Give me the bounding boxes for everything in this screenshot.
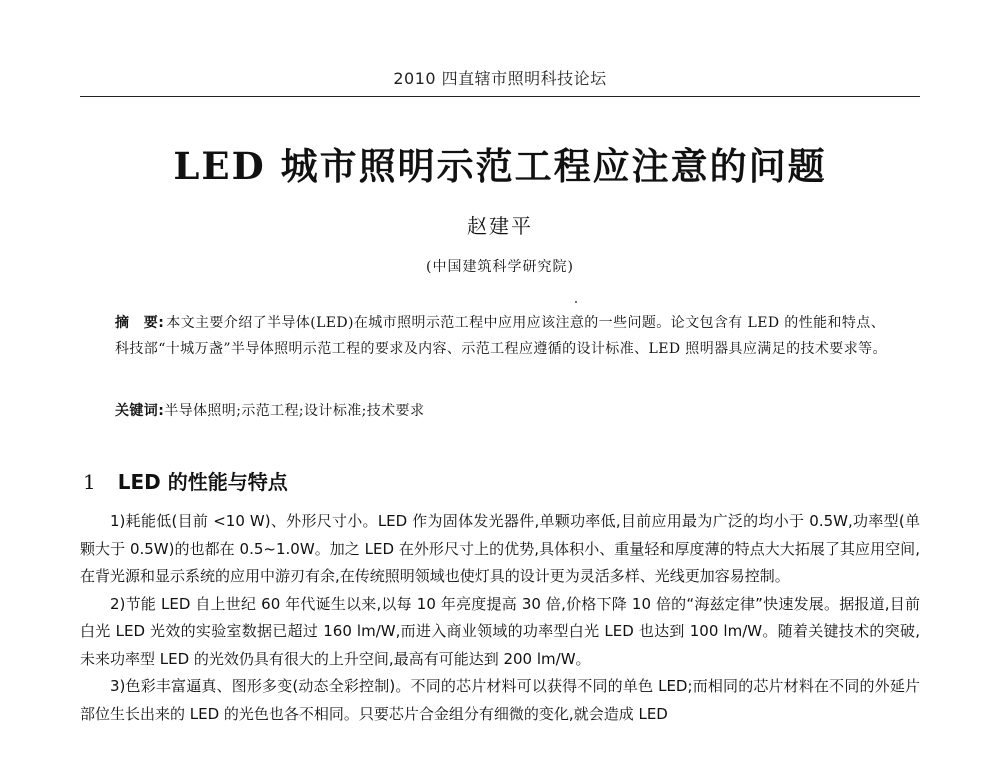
- abstract-text: 本文主要介绍了半导体(LED)在城市照明示范工程中应用应该注意的一些问题。论文包含有 LED 的性能和特点、科技部“十城万盏”半导体照明示范工程的要求及内容、示范工程应遵循的设计标准、LED 照明器具应满足的技术要求等。: [115, 315, 887, 357]
- abstract-label: 摘 要:: [115, 315, 165, 331]
- section-body: [80, 508, 920, 728]
- section-number: 1: [83, 470, 96, 494]
- keywords-label: 关键词:: [115, 403, 165, 419]
- keywords-text: 半导体照明;示范工程;设计标准;技术要求: [164, 403, 425, 419]
- section-heading: [83, 466, 288, 495]
- paragraph: 3)色彩丰富逼真、图形多变(动态全彩控制)。不同的芯片材料可以获得不同的单色 LED;而相同的芯片材料在不同的外延片部位生长出来的 LED 的光色也各不相同。只要芯片合金组分有细微的变化,就会造成 LED: [80, 677, 920, 723]
- stray-mark: [575, 301, 577, 303]
- author-affiliation: (中国建筑科学研究院): [426, 259, 574, 275]
- paragraph: 2)节能 LED 自上世纪 60 年代诞生以来,以每 10 年亮度提高 30 倍,价格下降 10 倍的“海兹定律”快速发展。据报道,目前白光 LED 光效的实验室数据已超过 160 lm/W,而进入商业领域的功率型白光 LED 也达到 100 lm/W。随着关键技术的突破,未来功率型 LED 的光效仍具有很大的上升空间,最高有可能达到 200 lm/W。: [80, 594, 920, 668]
- author-name: 赵建平: [467, 214, 533, 238]
- header-rule: [80, 96, 920, 97]
- paper-title: LED 城市照明示范工程应注意的问题: [173, 144, 827, 188]
- running-header: 2010 四直辖市照明科技论坛: [393, 69, 607, 88]
- abstract: [115, 310, 890, 362]
- paragraph: 1)耗能低(目前 <10 W)、外形尺寸小。LED 作为固体发光器件,单颗功率低,目前应用最为广泛的均小于 0.5W,功率型(单颗大于 0.5W)的也都在 0.5~1.0W。加之 LED 在外形尺寸上的优势,具体积小、重量轻和厚度薄的特点大大拓展了其应用空间,在背光源和显示系统的应用中游刃有余,在传统照明领域也使灯具的设计更为灵活多样、光线更加容易控制。: [80, 512, 920, 585]
- keywords: [115, 398, 890, 424]
- section-title: LED 的性能与特点: [117, 470, 288, 494]
